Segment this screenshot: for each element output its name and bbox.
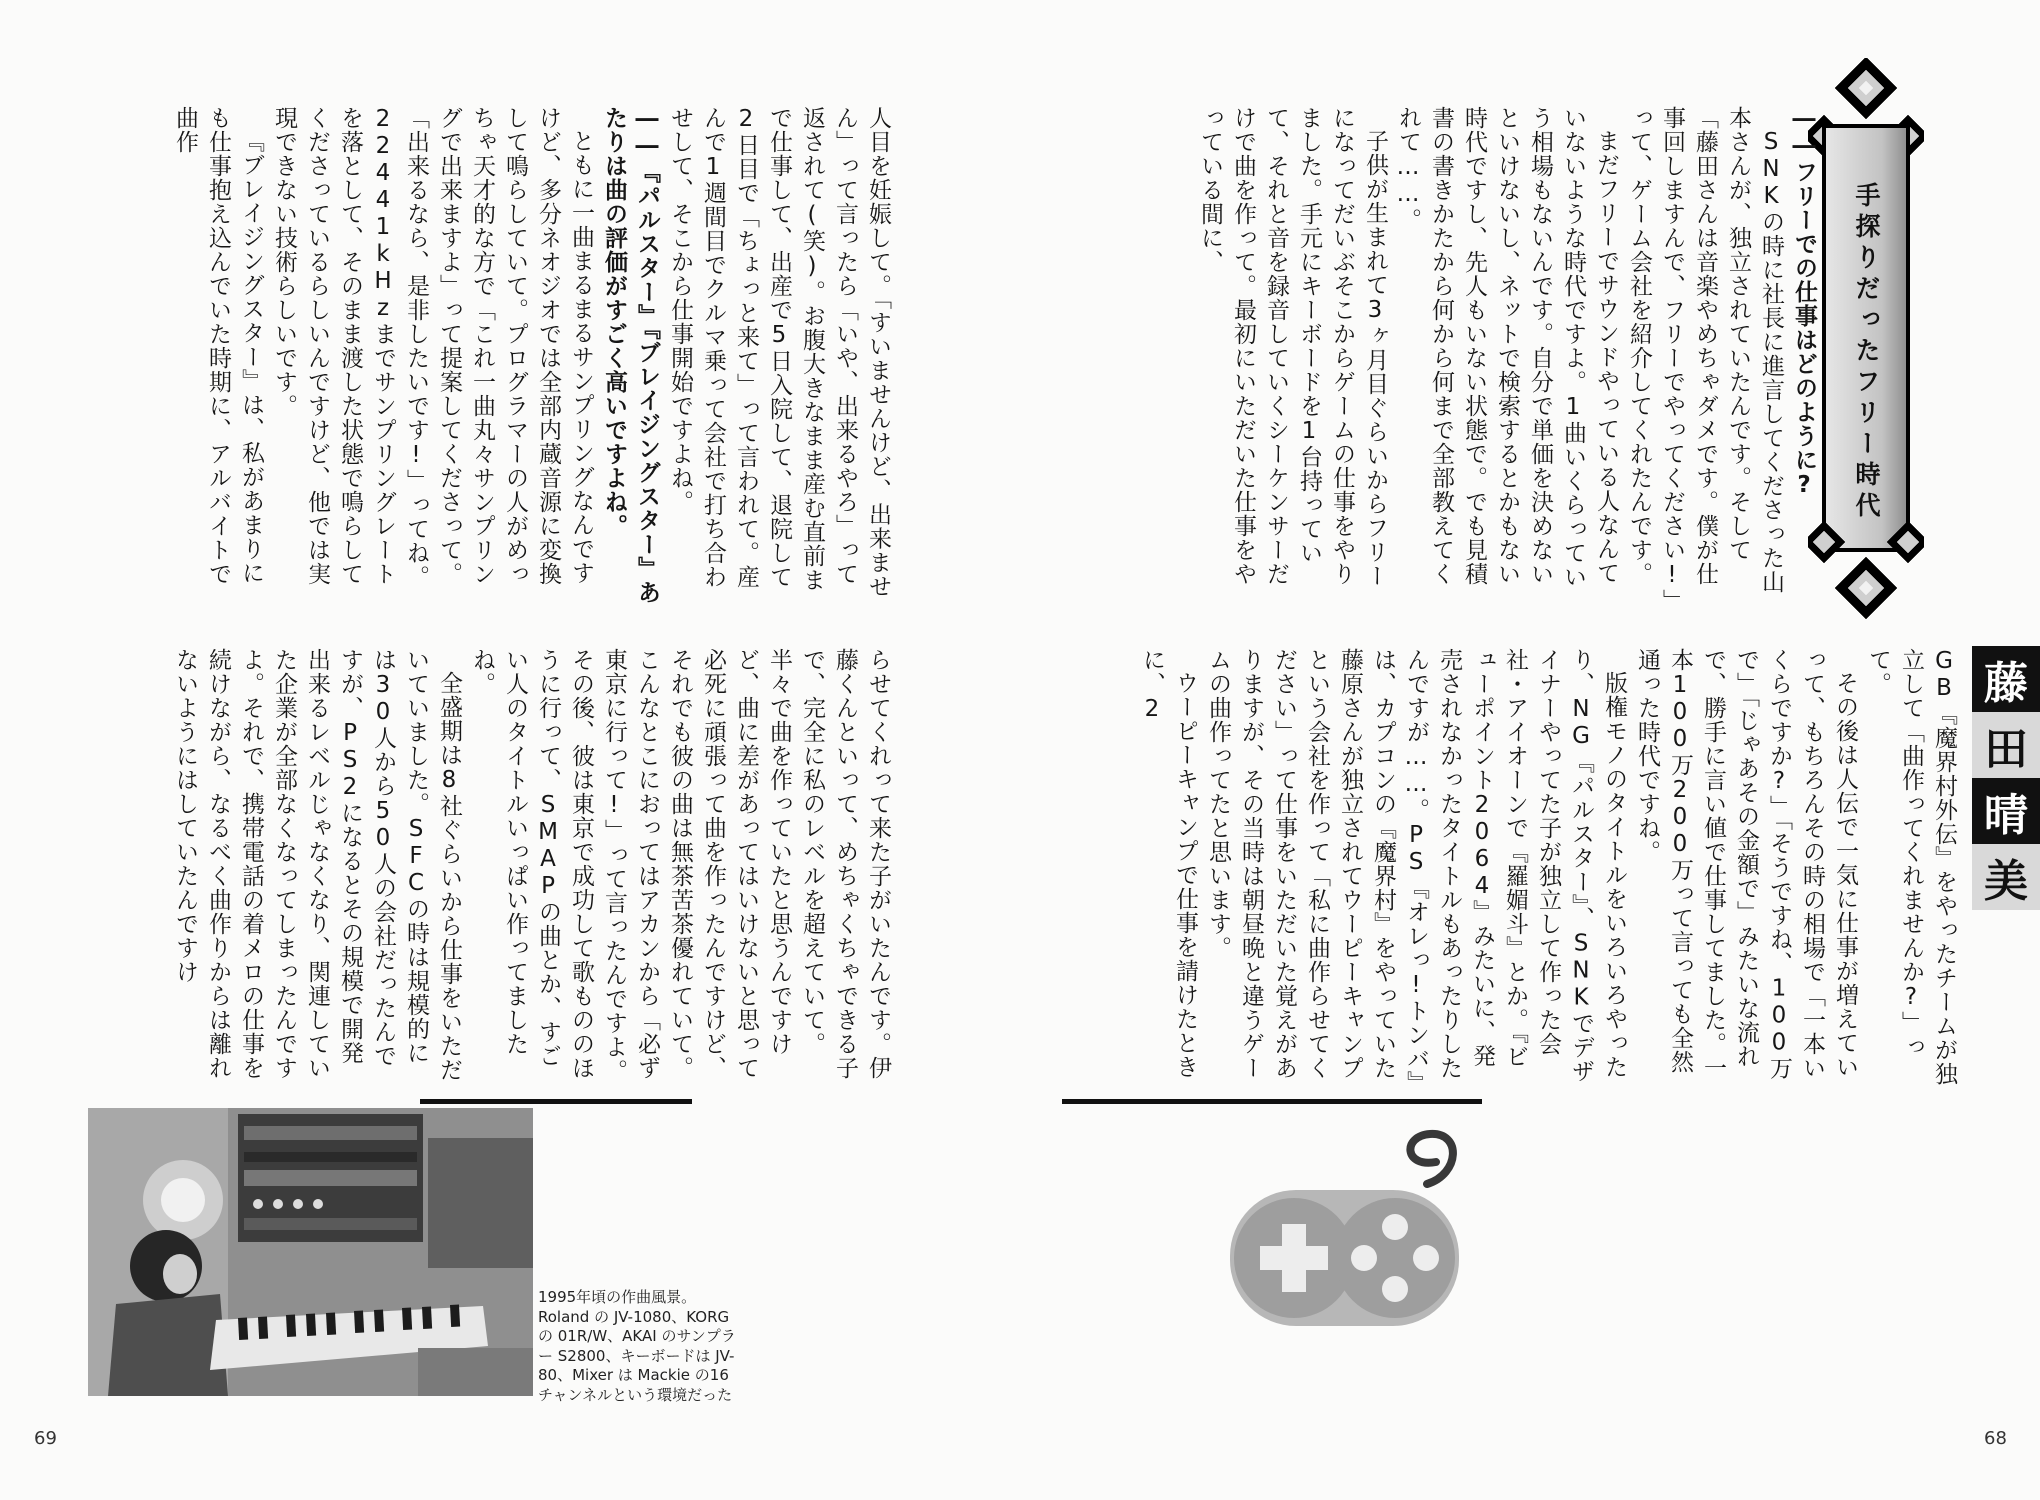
interview-answer: 『ブレイジングスター』は、私があまりにも仕事抱え込んでいた時期に、アルバイトで曲作 bbox=[172, 106, 264, 586]
section-title: 手探りだったフリー時代 bbox=[1852, 182, 1881, 523]
photo-caption: 1995年頃の作曲風景。Roland の JV-1080、KORG の 01R/W、AKAI のサンプラー S2800、キーボードは JV-80、Mixer は Mackie の16チャンネルという環境だった bbox=[538, 1288, 736, 1404]
badge-char: 田 bbox=[1972, 712, 2040, 778]
interview-answer: 全盛期は8社ぐらいから仕事をいただいていました。SFCの時は規模的には30人から50人の会社だったんですが、PS2になるとその規模で開発出来るレベルじゃなくなり、関連していた企業が全部なくなってしまったんですよ。それで、携帯電話の着メロの仕事を続けながら、なるべく曲作りからは離れないようにはしていたんですけ bbox=[172, 648, 462, 1082]
right-page-rule bbox=[1062, 1099, 1482, 1104]
section-banner bbox=[1808, 58, 1924, 620]
interview-answer: ウーピーキャンプで仕事を請けたときに、2 bbox=[1139, 648, 1198, 1079]
left-page-upper-text bbox=[78, 106, 894, 606]
left-page-lower-text bbox=[78, 648, 894, 1088]
interview-question: ――フリーでの仕事はどのように? bbox=[1791, 106, 1817, 499]
controller-button bbox=[1382, 1276, 1408, 1302]
left-page-number: 69 bbox=[34, 1428, 57, 1449]
controller-button bbox=[1351, 1245, 1377, 1271]
right-page-lower-text bbox=[1139, 648, 1960, 1088]
interview-answer: ともに一曲まるまるサンプリングなんですけど、多分ネオジオでは全部内蔵音源に変換して鳴らしていて。プログラマーの人がめっちゃ天才的な方で「これ一曲丸々サンプリングで出来ますよ」って提案してくださって。「出来るなら、是非したいです!」ってね。22441kHzまでサンプリングレートを落として、そのまま渡した状態で鳴らしてくださっているらしいんですけど、他では実現できない技術らしいです。 bbox=[271, 106, 594, 589]
interview-answer: まだフリーでサウンドやっている人なんていないような時代ですよ。1曲いくらっていう相場もないんです。自分で単価を決めないといけないし、ネットで検索するとかもない時代ですし、先人もいない状態で。でも見積書の書きかたから何から何まで全部教えてくれて……。 bbox=[1395, 106, 1619, 589]
interview-answer: GB『魔界村外伝』をやったチームが独立して「曲作ってくれませんか?」って。 bbox=[1865, 648, 1957, 1086]
game-controller-icon bbox=[1222, 1122, 1467, 1394]
controller-cable bbox=[1410, 1134, 1453, 1184]
interview-answer: SNKの時に社長に進言してくださった山本さんが、独立されていたんです。そして「藤田さんは音楽やめちゃダメです。僕が仕事回しますんで、フリーでやってください!」って、ゲーム会社を紹介してくれたんです。 bbox=[1626, 106, 1784, 602]
controller-dpad-horizontal bbox=[1260, 1246, 1328, 1270]
interview-answer: 子供が生まれて3ヶ月目ぐらいからフリーになってだいぶそこからゲームの仕事をやりました。手元にキーボードを1台持っていて、それと音を録音していくシーケンサーだけで曲を作って。最初にいただいた仕事をやっている間に、 bbox=[1197, 106, 1388, 588]
controller-button bbox=[1382, 1214, 1408, 1240]
interview-answer: その後は人伝で一気に仕事が増えていって、もちろんその時の相場で「一本いくらですか?」「そうですね、100万で」「じゃあその金額で」みたいな流れで、勝手に言い値で仕事してました。一本100万200万って言っても全然通った時代ですね。 bbox=[1634, 648, 1858, 1081]
interview-answer: 人目を妊娠して。「すいませんけど、出来ません」って言ったら「いや、出来るやろ」って返されて(笑)。お腹大きなまま産む直前まで仕事して、出産で5日入院して、退院して2日目で「ちょっと来て」って言われて。産んで1週間目でクルマ乗って会社で打ち合わせして、そこから仕事開始ですよね。 bbox=[667, 106, 891, 599]
badge-char: 美 bbox=[1972, 844, 2040, 910]
interview-answer: 版権モノのタイトルをいろいろやったり、NG『パルスター』、SNKでデザイナーやってた子が独立して作った会社・アイオーンで『羅媚斗』とか。『ビューポイント2064』みたいに、発売されなかったタイトルもあったりしたんですが……。PS『オレっ!トンバ』は、カプコンの『魔界村』をやっていた藤原さんが独立されてウーピーキャンプという会社を作って「私に曲作らせてください」って仕事をいただいた覚えがありますが、その当時は朝昼晩と違うゲームの曲作ってたと思います。 bbox=[1205, 648, 1627, 1084]
interview-question: ――『パルスター』『ブレイジングスター』あたりは曲の評価がすごく高いですよね。 bbox=[601, 106, 660, 605]
right-page-upper-text bbox=[1040, 106, 1820, 606]
badge-char: 藤 bbox=[1972, 646, 2040, 712]
interview-answer: らせてくれって来た子がいたんです。伊藤くんといって、めちゃくちゃできる子で、完全に私のレベルを超えていて。半々で曲を作っていたと思うんですけど、曲に差があってはいけないと思って必死に頑張って曲を作ったんですけど、それでも彼の曲は無茶苦茶優れていて。こんなとこにおってはアカンから「必ず東京に行って!」って言ったんですよ。その後、彼は東京で成功して歌もののほうに行って、SMAPの曲とか、すごい人のタイトルいっぱい作ってましたね。 bbox=[469, 648, 891, 1083]
studio-photo bbox=[88, 1108, 533, 1396]
caption-rule bbox=[420, 1099, 692, 1104]
pixel-diamond-ornament-bottom-icon bbox=[1808, 516, 1924, 620]
interviewee-name-badge bbox=[1972, 646, 2040, 910]
badge-char: 晴 bbox=[1972, 778, 2040, 844]
controller-button bbox=[1413, 1245, 1439, 1271]
right-page-number: 68 bbox=[1984, 1428, 2007, 1449]
